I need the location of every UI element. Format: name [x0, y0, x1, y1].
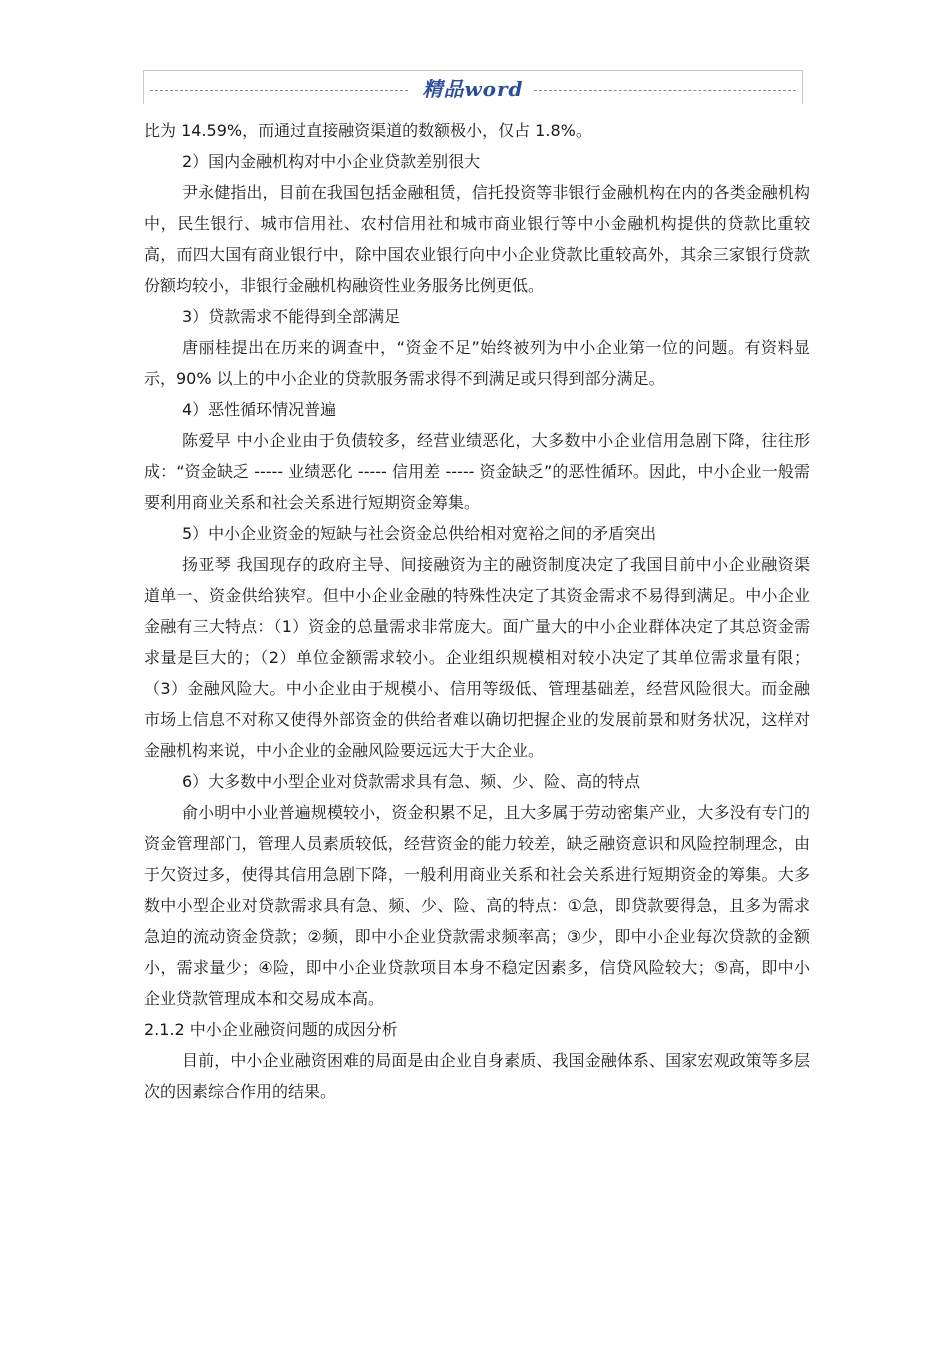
header-dashed-rule-right [534, 90, 796, 91]
page-header [143, 70, 803, 104]
paragraph-body: 尹永健指出，目前在我国包括金融租赁，信托投资等非银行金融机构在内的各类金融机构中，民生银行、城市信用社、农村信用社和城市商业银行等中小金融机构提供的贷款比重较高，而四大国有商业银行中，除中国农业银行向中小企业贷款比重较高外，其余三家银行贷款份额均较小，非银行金融机构融资性业务服务比例更低。 [144, 183, 810, 295]
section-heading: 2.1.2 中小企业融资问题的成因分析 [144, 1020, 398, 1039]
header-logo-text: 精品word [422, 77, 524, 101]
paragraph-body: 俞小明中小业普遍规模较小，资金积累不足，且大多属于劳动密集产业，大多没有专门的资金管理部门，管理人员素质较低，经营资金的能力较差，缺乏融资意识和风险控制理念，由于欠资过多，使得其信用急剧下降，一般利用商业关系和社会关系进行短期资金的筹集。大多数中小型企业对贷款需求具有急、频、少、险、高的特点：①急，即贷款要得急，且多为需求急迫的流动资金贷款；②频，即中小企业贷款需求频率高；③少，即中小企业每次贷款的金额小，需求量少；④险，即中小企业贷款项目本身不稳定因素多，信贷风险较大；⑤高，即中小企业贷款管理成本和交易成本高。 [144, 803, 810, 1008]
paragraph-body: 陈爱早 中小企业由于负债较多，经营业绩恶化，大多数中小企业信用急剧下降，往往形成：“资金缺乏 ----- 业绩恶化 ----- 信用差 ----- 资金缺乏”的恶性循环。因此，中小企业一般需要利用商业关系和社会关系进行短期资金筹集。 [144, 431, 810, 512]
paragraph-body: 扬亚琴 我国现存的政府主导、间接融资为主的融资制度决定了我国目前中小企业融资渠道单一、资金供给狭窄。但中小企业金融的特殊性决定了其资金需求不易得到满足。中小企业金融有三大特点：（1）资金的总量需求非常庞大。面广量大的中小企业群体决定了其总资金需求量是巨大的；（2）单位金额需求较小。企业组织规模相对较小决定了其单位需求量有限；（3）金融风险大。中小企业由于规模小、信用等级低、管理基础差，经营风险很大。而金融市场上信息不对称又使得外部资金的供给者难以确切把握企业的发展前景和财务状况，这样对金融机构来说，中小企业的金融风险要远远大于大企业。 [144, 555, 810, 760]
subheading-2: 2）国内金融机构对中小企业贷款差别很大 [182, 152, 481, 171]
paragraph-continuation: 比为 14.59%，而通过直接融资渠道的数额极小，仅占 1.8%。 [144, 121, 592, 140]
subheading-3: 3）贷款需求不能得到全部满足 [182, 307, 401, 326]
header-dashed-rule-left [150, 90, 408, 91]
paragraph-body: 目前，中小企业融资困难的局面是由企业自身素质、我国金融体系、国家宏观政策等多层次的因素综合作用的结果。 [144, 1051, 810, 1101]
paragraph-body: 唐丽桂提出在历来的调查中，“资金不足”始终被列为中小企业第一位的问题。有资料显示，90% 以上的中小企业的贷款服务需求得不到满足或只得到部分满足。 [144, 338, 810, 388]
document-body [144, 115, 810, 1107]
subheading-6: 6）大多数中小型企业对贷款需求具有急、频、少、险、高的特点 [182, 772, 641, 791]
subheading-5: 5）中小企业资金的短缺与社会资金总供给相对宽裕之间的矛盾突出 [182, 524, 657, 543]
subheading-4: 4）恶性循环情况普遍 [182, 400, 337, 419]
